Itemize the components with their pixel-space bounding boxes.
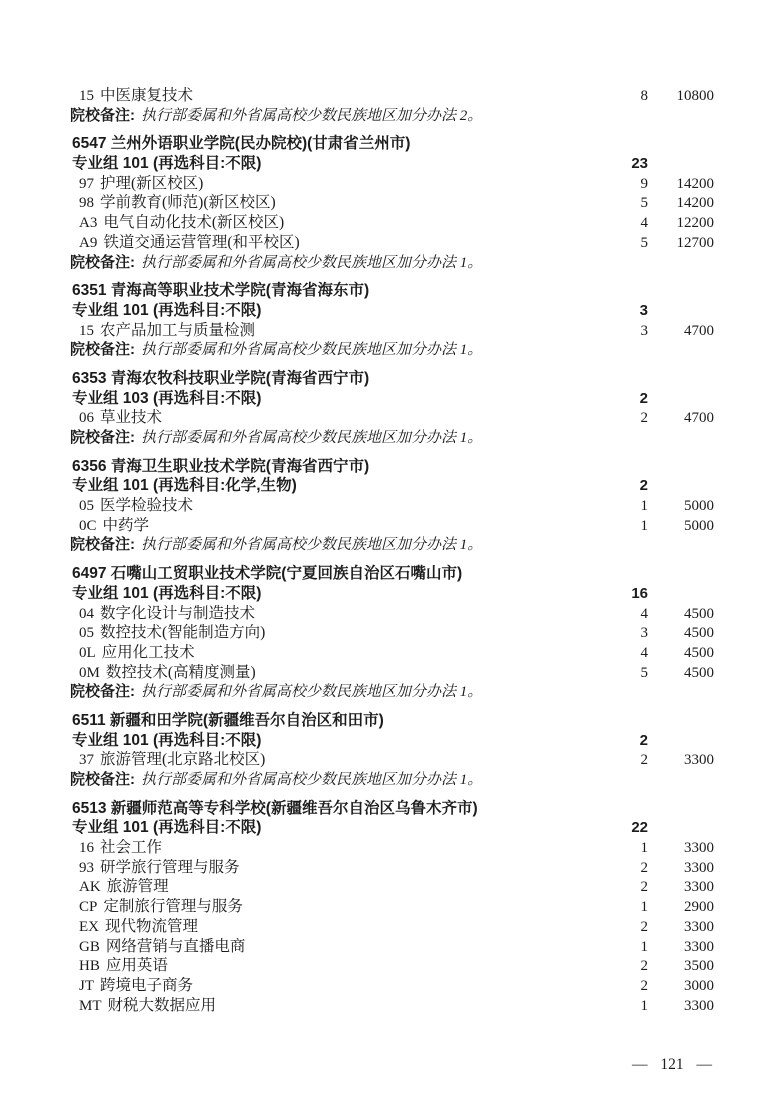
major-tuition-fee: 4500 (684, 664, 714, 681)
college-header-row (0, 457, 777, 477)
major-text (0, 516, 602, 537)
remark-label: 院校备注: (70, 106, 135, 124)
major-row (0, 877, 777, 897)
remark-row (0, 770, 777, 790)
major-code: 04 (79, 605, 94, 622)
major-name: 研学旅行管理与服务 (100, 858, 240, 876)
college-name: 6511 新疆和田学院(新疆维吾尔自治区和田市) (72, 711, 384, 729)
major-row (0, 917, 777, 937)
major-tuition-fee: 3300 (684, 997, 714, 1014)
major-code: 37 (79, 752, 94, 769)
major-plan-count: 1 (640, 899, 648, 916)
major-tuition-fee: 12700 (676, 234, 714, 251)
major-name: 数控技术(智能制造方向) (100, 624, 266, 642)
major-row (0, 213, 777, 233)
major-tuition-fee: 14200 (676, 195, 714, 212)
remark-row (0, 106, 777, 126)
college-block (0, 457, 777, 555)
major-group-label: 专业组 101 (再选科目:不限) (72, 819, 262, 837)
major-group-row (0, 476, 777, 496)
remark-label: 院校备注: (70, 683, 135, 701)
major-row (0, 996, 777, 1016)
major-plan-count: 2 (640, 859, 648, 876)
major-tuition-fee: 3300 (684, 879, 714, 896)
major-tuition-fee: 2900 (684, 899, 714, 916)
group-plan-count: 2 (639, 731, 648, 749)
major-row (0, 663, 777, 683)
major-plan-count: 9 (640, 175, 648, 192)
major-text (0, 86, 602, 107)
major-text (0, 996, 602, 1017)
remark-row (0, 340, 777, 360)
major-code: 05 (79, 498, 94, 515)
major-name: 电气自动化技术(新区校区) (103, 214, 285, 232)
major-code: 16 (79, 840, 94, 857)
major-code: 06 (79, 410, 94, 427)
college-name: 6353 青海农牧科技职业学院(青海省西宁市) (72, 369, 370, 387)
major-text (0, 956, 602, 977)
major-row (0, 956, 777, 976)
college-name: 6356 青海卫生职业技术学院(青海省西宁市) (72, 457, 370, 475)
major-name: 应用英语 (105, 957, 168, 975)
remark-row (0, 253, 777, 273)
major-plan-count: 3 (640, 322, 648, 339)
major-group-row (0, 818, 777, 838)
major-code: HB (79, 958, 100, 975)
college-name: 6351 青海高等职业技术学院(青海省海东市) (72, 282, 370, 300)
major-text (0, 897, 602, 918)
major-name: 旅游管理 (106, 878, 169, 896)
major-group-label: 专业组 103 (再选科目:不限) (72, 389, 262, 407)
major-row (0, 976, 777, 996)
remark-body: 执行部委属和外省属高校少数民族地区加分办法 1。 (141, 254, 483, 271)
remark-text (0, 253, 714, 274)
major-code: AK (79, 879, 101, 896)
major-code: 98 (79, 195, 94, 212)
major-code: 97 (79, 175, 94, 192)
major-group-row (0, 731, 777, 751)
major-row (0, 193, 777, 213)
major-code: 0M (79, 664, 100, 681)
major-code: EX (79, 918, 99, 935)
major-code: A3 (79, 215, 98, 232)
major-text (0, 496, 602, 517)
major-name: 现代物流管理 (105, 917, 199, 935)
remark-label: 院校备注: (70, 253, 135, 271)
major-plan-count: 2 (640, 752, 648, 769)
college-block (0, 134, 777, 272)
major-plan-count: 2 (640, 410, 648, 427)
major-text (0, 976, 602, 997)
major-tuition-fee: 14200 (676, 175, 714, 192)
major-code: 15 (79, 322, 94, 339)
major-text (0, 233, 602, 254)
major-text (0, 321, 602, 342)
remark-text (0, 428, 714, 449)
page-number: — 121 — (632, 1056, 712, 1073)
major-text (0, 193, 602, 214)
major-group-label: 专业组 101 (再选科目:不限) (72, 155, 262, 173)
major-row (0, 233, 777, 253)
college-header-row (0, 134, 777, 154)
major-group-row (0, 154, 777, 174)
major-group-label: 专业组 101 (再选科目:不限) (72, 301, 262, 319)
remark-label: 院校备注: (70, 341, 135, 359)
major-plan-count: 4 (640, 644, 648, 661)
major-code: MT (79, 997, 102, 1014)
major-tuition-fee: 3300 (684, 752, 714, 769)
college-header-row (0, 711, 777, 731)
major-text (0, 174, 602, 195)
major-text (0, 604, 602, 625)
major-group-row (0, 301, 777, 321)
major-name: 医学检验技术 (100, 497, 194, 515)
major-code: JT (79, 977, 94, 994)
major-plan-count: 1 (640, 498, 648, 515)
major-name: 旅游管理(北京路北校区) (100, 751, 266, 769)
college-name: 6547 兰州外语职业学院(民办院校)(甘肃省兰州市) (72, 135, 411, 153)
group-plan-count: 23 (631, 155, 648, 173)
major-name: 财税大数据应用 (107, 996, 217, 1014)
major-text (0, 858, 602, 879)
major-plan-count: 1 (640, 997, 648, 1014)
college-list (0, 86, 777, 1024)
major-tuition-fee: 4500 (684, 605, 714, 622)
major-row (0, 643, 777, 663)
remark-body: 执行部委属和外省属高校少数民族地区加分办法 1。 (141, 772, 483, 788)
major-text (0, 643, 602, 664)
major-plan-count: 5 (640, 234, 648, 251)
major-tuition-fee: 4700 (684, 410, 714, 427)
remark-body: 执行部委属和外省属高校少数民族地区加分办法 1。 (141, 342, 483, 359)
college-block (0, 86, 777, 125)
major-row (0, 937, 777, 957)
major-text (0, 750, 602, 771)
major-code: 0C (79, 517, 97, 534)
college-header-row (0, 281, 777, 301)
remark-text (0, 106, 714, 127)
major-tuition-fee: 3300 (684, 918, 714, 935)
remark-text (0, 340, 714, 361)
major-name: 铁道交通运营管理(和平校区) (103, 233, 300, 251)
major-tuition-fee: 3300 (684, 938, 714, 955)
major-row (0, 858, 777, 878)
college-name: 6513 新疆师范高等专科学校(新疆维吾尔自治区乌鲁木齐市) (72, 799, 478, 817)
major-plan-count: 3 (640, 625, 648, 642)
major-text (0, 937, 602, 958)
college-header-row (0, 564, 777, 584)
major-row (0, 897, 777, 917)
college-block (0, 711, 777, 790)
group-plan-count: 2 (639, 389, 648, 407)
group-plan-count: 3 (639, 301, 648, 319)
major-row (0, 838, 777, 858)
major-name: 定制旅行管理与服务 (103, 898, 243, 916)
major-name: 数字化设计与制造技术 (100, 604, 256, 622)
major-plan-count: 4 (640, 215, 648, 232)
remark-row (0, 682, 777, 702)
major-tuition-fee: 5000 (684, 498, 714, 515)
major-code: A9 (79, 234, 98, 251)
major-group-row (0, 389, 777, 409)
major-tuition-fee: 4500 (684, 644, 714, 661)
major-group-label: 专业组 101 (再选科目:不限) (72, 731, 262, 749)
major-text (0, 623, 602, 644)
major-name: 草业技术 (100, 409, 163, 427)
remark-text (0, 770, 714, 791)
major-row (0, 750, 777, 770)
college-name: 6497 石嘴山工贸职业技术学院(宁夏回族自治区石嘴山市) (72, 565, 463, 583)
major-code: 0L (79, 644, 96, 661)
major-group-label: 专业组 101 (再选科目:不限) (72, 584, 262, 602)
remark-body: 执行部委属和外省属高校少数民族地区加分办法 1。 (141, 537, 483, 554)
major-name: 中药学 (102, 516, 150, 534)
college-block (0, 281, 777, 360)
group-plan-count: 2 (639, 477, 648, 495)
major-name: 护理(新区校区) (100, 174, 204, 192)
major-plan-count: 2 (640, 958, 648, 975)
major-tuition-fee: 5000 (684, 517, 714, 534)
major-group-row (0, 584, 777, 604)
major-code: GB (79, 938, 100, 955)
major-plan-count: 2 (640, 879, 648, 896)
remark-text (0, 535, 714, 556)
remark-body: 执行部委属和外省属高校少数民族地区加分办法 2。 (141, 107, 483, 124)
college-block (0, 564, 777, 702)
major-name: 中医康复技术 (100, 87, 194, 104)
major-row (0, 321, 777, 341)
major-row (0, 496, 777, 516)
major-name: 跨境电子商务 (100, 976, 194, 994)
major-text (0, 213, 602, 234)
major-tuition-fee: 3500 (684, 958, 714, 975)
major-plan-count: 1 (640, 840, 648, 857)
major-plan-count: 5 (640, 195, 648, 212)
major-tuition-fee: 3300 (684, 859, 714, 876)
major-row (0, 604, 777, 624)
major-name: 应用化工技术 (101, 643, 195, 661)
major-text (0, 917, 602, 938)
major-tuition-fee: 12200 (676, 215, 714, 232)
major-tuition-fee: 10800 (676, 88, 714, 104)
remark-label: 院校备注: (70, 429, 135, 446)
major-plan-count: 2 (640, 918, 648, 935)
major-text (0, 408, 602, 429)
remark-text (0, 682, 714, 703)
major-tuition-fee: 4500 (684, 625, 714, 642)
group-plan-count: 16 (631, 584, 648, 602)
college-block (0, 799, 777, 1016)
major-tuition-fee: 4700 (684, 322, 714, 339)
major-plan-count: 1 (640, 517, 648, 534)
major-row (0, 408, 777, 428)
major-plan-count: 8 (640, 88, 648, 104)
major-name: 网络营销与直播电商 (105, 937, 246, 955)
college-header-row (0, 799, 777, 819)
major-code: CP (79, 899, 98, 916)
major-name: 社会工作 (100, 839, 163, 857)
major-row (0, 623, 777, 643)
group-plan-count: 22 (631, 819, 648, 837)
major-text (0, 838, 602, 859)
major-text (0, 663, 602, 684)
major-tuition-fee: 3000 (684, 977, 714, 994)
college-block (0, 369, 777, 448)
major-tuition-fee: 3300 (684, 840, 714, 857)
major-code: 05 (79, 625, 94, 642)
major-plan-count: 4 (640, 605, 648, 622)
remark-body: 执行部委属和外省属高校少数民族地区加分办法 1。 (141, 684, 483, 701)
major-code: 15 (79, 88, 94, 104)
major-text (0, 877, 602, 898)
major-code: 93 (79, 859, 94, 876)
remark-row (0, 428, 777, 448)
major-name: 学前教育(师范)(新区校区) (100, 194, 276, 212)
remark-row (0, 535, 777, 555)
major-name: 农产品加工与质量检测 (100, 321, 256, 339)
major-plan-count: 5 (640, 664, 648, 681)
college-header-row (0, 369, 777, 389)
remark-label: 院校备注: (70, 771, 135, 788)
major-row (0, 516, 777, 536)
major-row (0, 174, 777, 194)
remark-label: 院校备注: (70, 536, 135, 554)
remark-body: 执行部委属和外省属高校少数民族地区加分办法 1。 (141, 430, 483, 446)
major-name: 数控技术(高精度测量) (105, 663, 256, 681)
major-group-label: 专业组 101 (再选科目:化学,生物) (72, 477, 297, 495)
major-plan-count: 2 (640, 977, 648, 994)
major-plan-count: 1 (640, 938, 648, 955)
major-row (0, 86, 777, 106)
